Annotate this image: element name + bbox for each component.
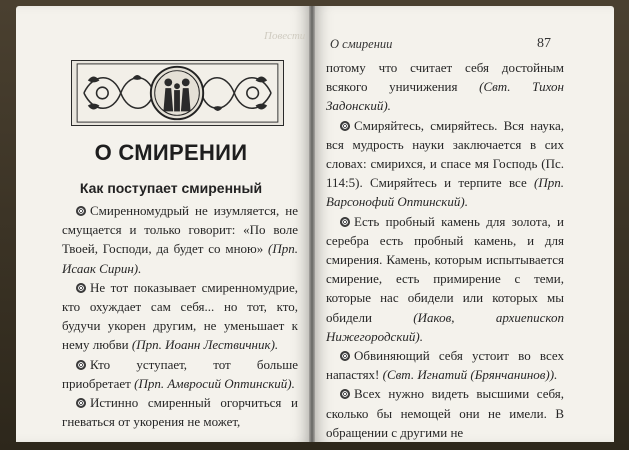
paragraph <box>62 201 298 278</box>
citation: (Свт. Игнатий (Брянчанинов)). <box>382 367 558 383</box>
book-spine-gutter <box>309 6 315 442</box>
paragraph-bullet-icon <box>76 206 86 216</box>
paragraph-bullet-icon <box>340 389 350 399</box>
paragraph-text: Не тот показывает смиренномудрие, кто охуждает сам себя... но тот, кто, будучи укорен другим, не уменьшает к нему любви <box>62 279 298 353</box>
ornamental-headpiece-icon <box>71 60 284 126</box>
right-page <box>312 6 614 442</box>
paragraph-text: Есть пробный камень для золота, и серебра есть пробный камень, и для смирения. Камень, которым испытывается смирение, есть примирение с теми, которые нас обидели или которых мы обидели <box>326 213 564 325</box>
paragraph <box>326 212 564 346</box>
paragraph-text: Смиряйтесь, смиряйтесь. Вся наука, вся мудрость науки заключается в сих словах: смирихся, и спасе мя Господь (Пс. 114:5). Смиряйтесь и терпите все <box>326 117 564 191</box>
paragraph-bullet-icon <box>76 283 86 293</box>
paragraph-text: потому что считает себя достойным всякого уничижения <box>326 60 564 95</box>
right-page-body <box>326 58 564 442</box>
paragraph <box>326 116 564 212</box>
section-subtitle: Как поступает смиренный <box>79 180 263 196</box>
citation: (Свт. Тихон Задонский). <box>326 79 564 114</box>
paragraph <box>326 346 564 384</box>
paragraph-bullet-icon <box>340 351 350 361</box>
citation: (Прп. Иоанн Лествичник). <box>131 337 279 353</box>
citation: (Прп. Амвросий Оптинский). <box>134 375 295 391</box>
paragraph-text: Истинно смиренный огорчиться и гневаться от укорения не может, <box>62 395 298 430</box>
left-page <box>16 6 312 442</box>
citation: (Прп. Исаак Сирин). <box>62 241 299 276</box>
paragraph <box>326 384 564 442</box>
paragraph-text: Всех нужно видеть высшими себя, сколько бы немощей они не имели. В обращении с другими не <box>326 386 564 440</box>
paragraph <box>62 278 298 355</box>
chapter-title: О СМИРЕНИИ <box>94 140 248 165</box>
paragraph-bullet-icon <box>340 121 350 131</box>
running-head: О смирении <box>330 37 393 51</box>
paragraph-bullet-icon <box>76 360 86 370</box>
paragraph-text: Обвиняющий себя устоит во всех напастях! <box>326 348 564 383</box>
left-page-body <box>62 201 298 431</box>
paragraph <box>62 393 298 431</box>
paragraph-bullet-icon <box>340 217 350 227</box>
paragraph-text: Смиренномудрый не изумляется, не смущается и только говорит: «По воле Твоей, Господи, да будет со мною» <box>62 203 298 257</box>
page-number: 87 <box>537 36 551 51</box>
paragraph-text: Кто уступает, тот больше приобретает <box>62 356 298 391</box>
citation: (Иаков, архиепископ Нижегородский). <box>326 309 564 344</box>
citation: (Прп. Варсонофий Оптинский). <box>326 175 565 210</box>
paragraph <box>62 355 298 393</box>
paragraph-bullet-icon <box>76 398 86 408</box>
paragraph <box>326 58 564 116</box>
bleed-through-header: Повести <box>264 30 306 42</box>
